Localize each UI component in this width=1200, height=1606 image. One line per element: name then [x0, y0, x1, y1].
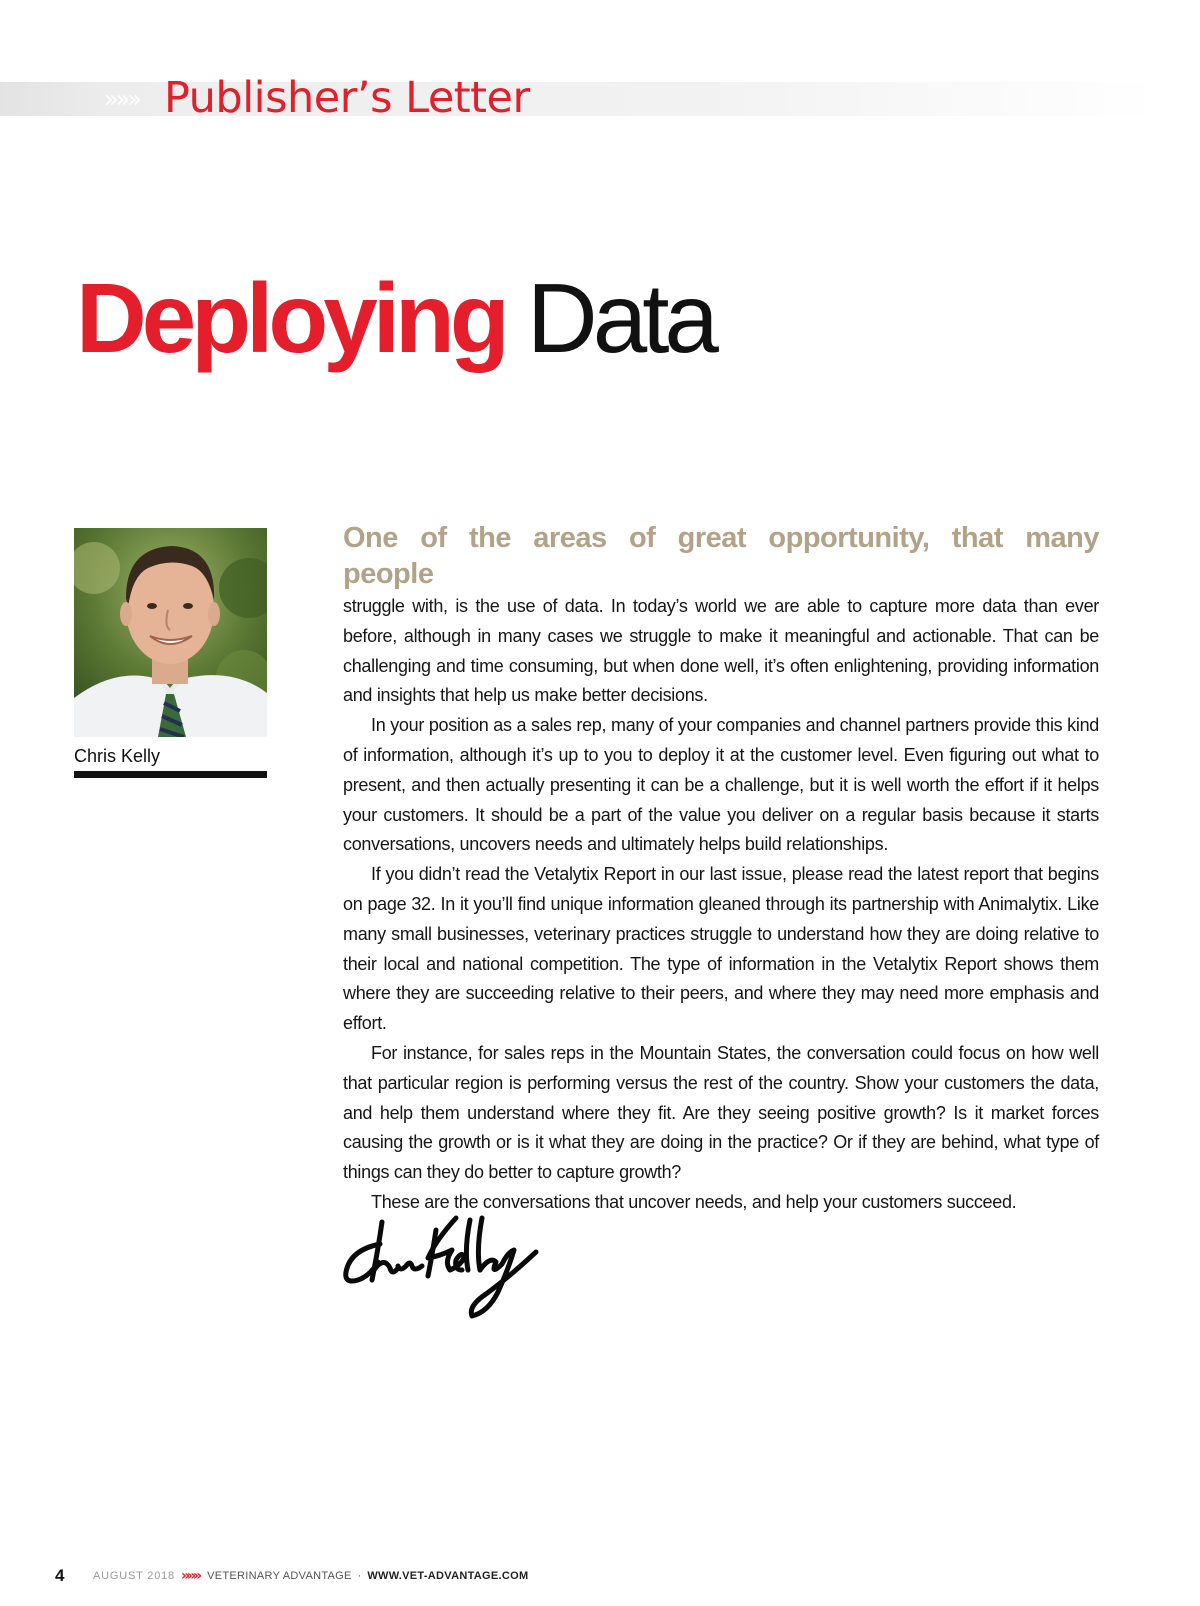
page-footer [55, 1566, 528, 1586]
chevron-right-icon: »»» [104, 85, 140, 113]
footer-separator: · [357, 1570, 362, 1582]
article-paragraph: If you didn’t read the Vetalytix Report in our last issue, please read the latest report that begins on page 32. In it you’ll find unique information gleaned through its partnership with Animalytix. Like many small businesses, veterinary practices struggle to understand how they are doing relative to their local and national competition. The type of information in the Vetalytix Report shows them where they are succeeding relative to their peers, and where they may need more emphasis and effort. [343, 864, 1099, 1034]
article-paragraph: In your position as a sales rep, many of your companies and channel partners provide this kind of information, although it’s up to you to deploy it at the customer level. Even figuring out what to present, and then actually presenting it can be a challenge, but it is well worth the effort if it helps your customers. It should be a part of the value you deliver on a regular basis because it starts conversations, uncovers needs and ultimately helps build relationships. [343, 715, 1099, 855]
issue-date: AUGUST 2018 [93, 1570, 175, 1582]
article-paragraph: These are the conversations that uncover needs, and help your customers succeed. [371, 1191, 1017, 1212]
website-link[interactable]: WWW.VET-ADVANTAGE.COM [367, 1570, 529, 1582]
article-paragraph: struggle with, is the use of data. In today’s world we are able to capture more data than ever before, although in many cases we struggle to make it meaningful and actionable. That can be challenging and time consuming, but when done well, it’s often enlightening, providing information and insights that help us make better decisions. [343, 596, 1099, 706]
chevron-right-icon: »»» [180, 1568, 200, 1584]
author-portrait-icon [74, 528, 267, 737]
author-photo [74, 528, 267, 737]
author-name: Chris Kelly [74, 746, 161, 766]
article-body [343, 520, 1099, 1218]
section-title: Publisher’s Letter [164, 73, 530, 123]
signature [340, 1210, 540, 1320]
article-lead: One of the areas of great opportunity, that many people [343, 522, 1099, 590]
page-number: 4 [55, 1566, 65, 1585]
article-paragraph: For instance, for sales reps in the Mountain States, the conversation could focus on how well that particular region is performing versus the rest of the country. Show your customers the data, and help them understand where they fit. Are they seeing positive growth? Is it market forces causing the growth or is it what they are doing in the practice? Or if they are behind, what type of things can they do better to capture growth? [343, 1042, 1099, 1183]
signature-icon [340, 1210, 540, 1320]
author-divider [74, 771, 267, 778]
article-headline [76, 258, 714, 378]
headline-rest: Data [526, 263, 714, 373]
headline-highlight: Deploying [76, 263, 505, 373]
magazine-name: VETERINARY ADVANTAGE [207, 1570, 352, 1582]
